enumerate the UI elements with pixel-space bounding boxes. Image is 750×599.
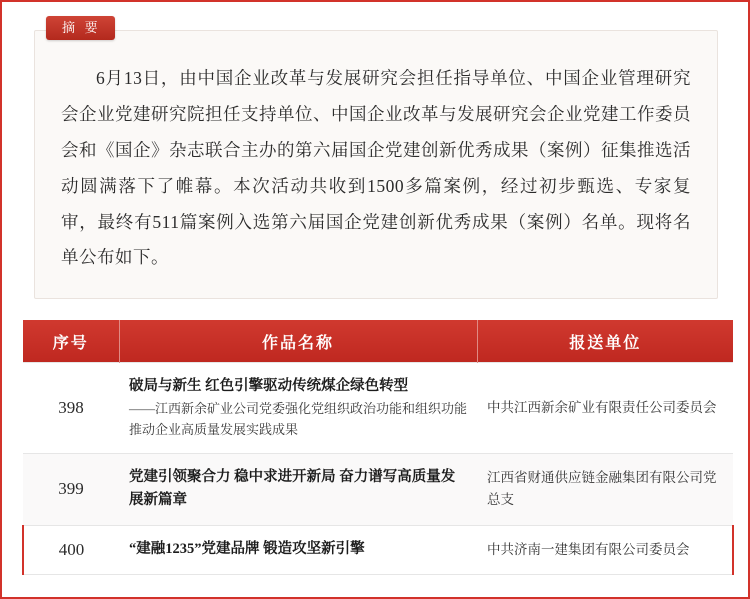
row-title-main: “建融1235”党建品牌 锻造攻坚新引擎 xyxy=(129,541,365,558)
row-title-main: 破局与新生 红色引擎驱动传统煤企绿色转型 xyxy=(129,378,409,394)
abstract-tag: 摘 要 xyxy=(46,16,115,40)
abstract-text: 6月13日，由中国企业改革与发展研究会担任指导单位、中国企业管理研究会企业党建研究院担任支持单位、中国企业改革与发展研究会企业党建工作委员会和《国企》杂志联合主办的第六届国企党建创新优秀成果（案例）征集推选活动圆满落下了帷幕。本次活动共收到1500多篇案例，经过初步甄选、专家复审，最终有511篇案例入选第六届国企党建创新优秀成果（案例）名单。现将名单公布如下。 xyxy=(61,68,691,268)
row-index: 399 xyxy=(23,453,119,526)
row-title xyxy=(119,363,477,454)
row-unit: 中共济南一建集团有限公司委员会 xyxy=(477,526,733,575)
table-row xyxy=(23,363,733,454)
column-header-unit: 报送单位 xyxy=(477,320,733,363)
row-title-main: 党建引领聚合力 稳中求进开新局 奋力谱写高质量发展新篇章 xyxy=(129,468,456,509)
table-row xyxy=(23,453,733,526)
row-unit: 江西省财通供应链金融集团有限公司党总支 xyxy=(477,453,733,526)
row-title xyxy=(119,453,477,526)
results-table xyxy=(22,320,732,575)
row-title xyxy=(119,526,477,575)
row-index: 398 xyxy=(23,363,119,454)
row-index: 400 xyxy=(23,526,119,575)
row-title-sub: ——江西新余矿业公司党委强化党组织政治功能和组织功能推动企业高质量发展实践成果 xyxy=(129,400,468,437)
column-header-title: 作品名称 xyxy=(119,320,477,363)
abstract-box xyxy=(34,30,718,299)
column-header-index: 序号 xyxy=(23,320,119,363)
row-unit: 中共江西新余矿业有限责任公司委员会 xyxy=(477,363,733,454)
table-header-row xyxy=(23,320,733,363)
table-row-highlighted xyxy=(23,526,733,575)
